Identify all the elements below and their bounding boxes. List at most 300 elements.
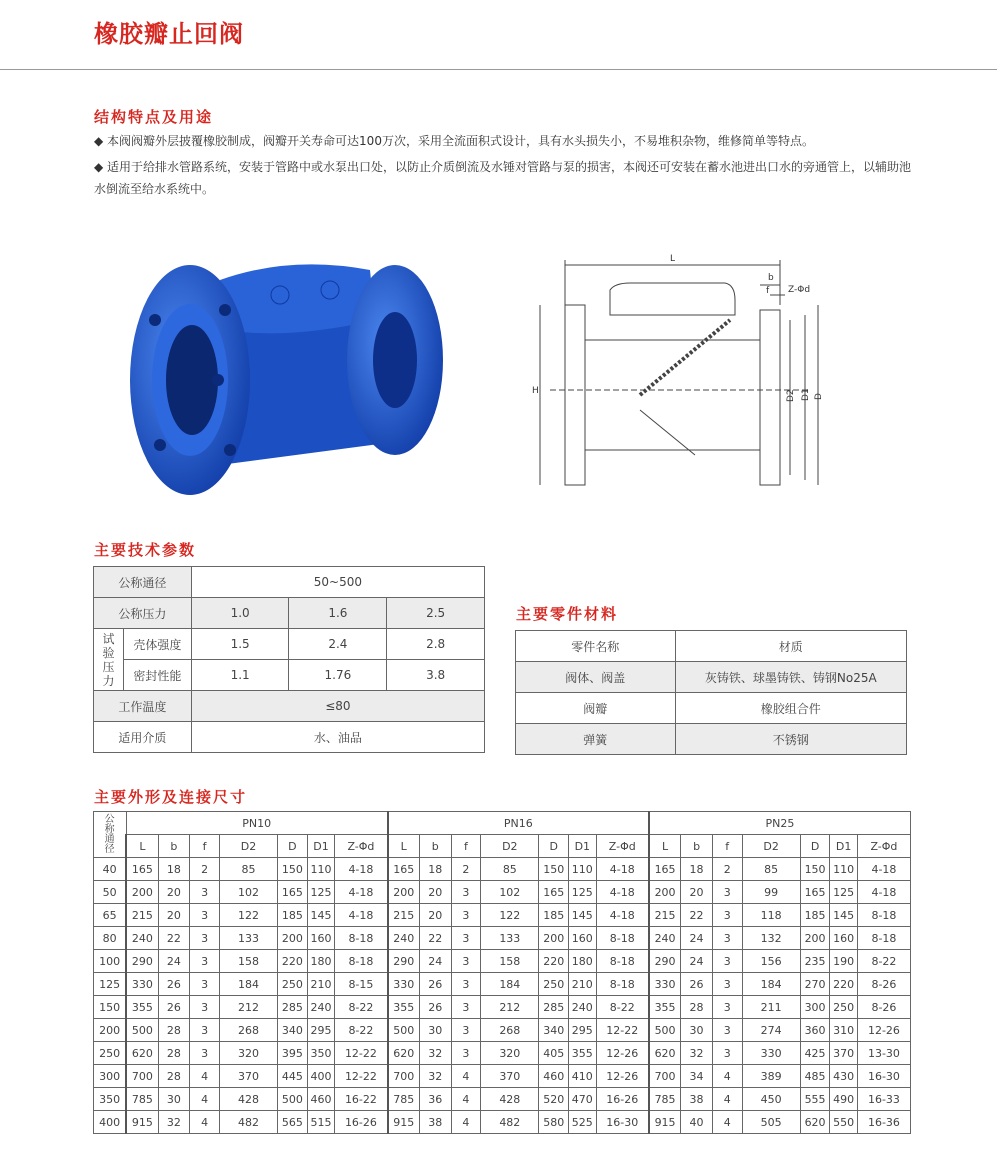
dim-cell: 580 — [539, 1111, 569, 1134]
dim-cell: 38 — [681, 1088, 713, 1111]
dn-cell: 65 — [94, 904, 127, 927]
dim-cell: 24 — [681, 950, 713, 973]
dim-cell: 8-22 — [596, 996, 649, 1019]
dims-col-header: L — [649, 835, 681, 858]
dim-cell: 482 — [481, 1111, 539, 1134]
dim-cell: 240 — [126, 927, 158, 950]
dims-col-header: L — [388, 835, 420, 858]
table-row — [94, 1042, 911, 1065]
dim-cell: 295 — [569, 1019, 597, 1042]
dim-cell: 270 — [800, 973, 830, 996]
table-row — [94, 950, 911, 973]
dim-cell: 26 — [419, 973, 451, 996]
tech-heading: 主要技术参数 — [94, 541, 197, 559]
dim-cell: 32 — [419, 1042, 451, 1065]
part-material: 不锈钢 — [675, 724, 906, 755]
dim-cell: 12-22 — [335, 1042, 388, 1065]
table-row — [94, 973, 911, 996]
dim-cell: 20 — [419, 904, 451, 927]
dim-cell: 4 — [712, 1065, 742, 1088]
dim-cell: 38 — [419, 1111, 451, 1134]
dim-cell: 13-30 — [857, 1042, 910, 1065]
dim-cell: 160 — [830, 927, 858, 950]
dims-col-header: f — [190, 835, 220, 858]
dim-cell: 340 — [278, 1019, 308, 1042]
dim-cell: 8-26 — [857, 996, 910, 1019]
dim-cell: 235 — [800, 950, 830, 973]
dim-cell: 295 — [307, 1019, 335, 1042]
dim-cell: 16-22 — [335, 1088, 388, 1111]
dim-cell: 24 — [681, 927, 713, 950]
dim-cell: 3 — [712, 1042, 742, 1065]
dim-cell: 212 — [481, 996, 539, 1019]
valve-section-drawing — [520, 245, 840, 495]
dim-cell: 165 — [388, 858, 420, 881]
parts-table — [515, 630, 907, 755]
dim-cell: 22 — [681, 904, 713, 927]
dim-cell: 8-22 — [857, 950, 910, 973]
dim-cell: 4 — [190, 1088, 220, 1111]
dim-cell: 22 — [419, 927, 451, 950]
dim-cell: 20 — [681, 881, 713, 904]
part-name: 阀体、阀盖 — [516, 662, 676, 693]
valve-product-image — [130, 240, 450, 510]
dim-cell: 4-18 — [335, 858, 388, 881]
dim-cell: 8-18 — [857, 904, 910, 927]
dim-cell: 28 — [158, 1019, 190, 1042]
shell-label: 壳体强度 — [123, 629, 191, 660]
dim-cell: 490 — [830, 1088, 858, 1111]
dim-cell: 3 — [190, 996, 220, 1019]
dim-cell: 470 — [569, 1088, 597, 1111]
dn-cell: 80 — [94, 927, 127, 950]
group-pn25: PN25 — [649, 812, 911, 835]
dim-cell: 4-18 — [596, 904, 649, 927]
dims-col-header: b — [681, 835, 713, 858]
dims-col-header: D1 — [830, 835, 858, 858]
part-name: 阀瓣 — [516, 693, 676, 724]
dim-cell: 200 — [126, 881, 158, 904]
dim-cell: 290 — [388, 950, 420, 973]
dn-cell: 250 — [94, 1042, 127, 1065]
dim-cell: 132 — [742, 927, 800, 950]
dim-cell: 158 — [219, 950, 277, 973]
dim-cell: 40 — [681, 1111, 713, 1134]
pressure-value: 1.0 — [191, 598, 289, 629]
pressure-label: 公称压力 — [94, 598, 192, 629]
dim-cell: 190 — [830, 950, 858, 973]
dim-cell: 215 — [126, 904, 158, 927]
dim-cell: 122 — [219, 904, 277, 927]
dim-cell: 12-22 — [335, 1065, 388, 1088]
table-row — [94, 927, 911, 950]
temp-label: 工作温度 — [94, 691, 192, 722]
dim-cell: 355 — [126, 996, 158, 1019]
dim-cell: 250 — [278, 973, 308, 996]
dim-cell: 3 — [451, 950, 481, 973]
nominal-dia-label: 公称通径 — [94, 567, 192, 598]
dim-cell: 4 — [451, 1088, 481, 1111]
dn-cell: 100 — [94, 950, 127, 973]
features-bullet-1: ◆ 本阀阀瓣外层披覆橡胶制成，阀瓣开关寿命可达100万次，采用全流面积式设计，具有水头损失小，不易堆积杂物，维修简单等特点。 — [94, 134, 814, 148]
dim-cell: 30 — [681, 1019, 713, 1042]
dims-col-header: D — [539, 835, 569, 858]
dim-cell: 515 — [307, 1111, 335, 1134]
dim-cell: 290 — [126, 950, 158, 973]
dim-cell: 320 — [481, 1042, 539, 1065]
dim-cell: 156 — [742, 950, 800, 973]
dim-cell: 102 — [219, 881, 277, 904]
dim-cell: 12-26 — [596, 1065, 649, 1088]
dim-cell: 330 — [649, 973, 681, 996]
dim-cell: 8-18 — [857, 927, 910, 950]
dim-cell: 8-15 — [335, 973, 388, 996]
seal-label: 密封性能 — [123, 660, 191, 691]
dim-cell: 102 — [481, 881, 539, 904]
dim-cell: 3 — [451, 973, 481, 996]
dim-cell: 370 — [481, 1065, 539, 1088]
dim-cell: 26 — [158, 973, 190, 996]
dn-cell: 400 — [94, 1111, 127, 1134]
dim-cell: 110 — [569, 858, 597, 881]
dim-cell: 240 — [388, 927, 420, 950]
dim-cell: 145 — [569, 904, 597, 927]
nominal-dia-value: 50~500 — [191, 567, 484, 598]
dims-col-header: Z-Φd — [857, 835, 910, 858]
table-row — [94, 996, 911, 1019]
dim-cell: 8-22 — [335, 1019, 388, 1042]
dn-cell: 200 — [94, 1019, 127, 1042]
dims-col-header: D1 — [569, 835, 597, 858]
table-row — [94, 1065, 911, 1088]
dim-cell: 4 — [712, 1088, 742, 1111]
dim-cell: 285 — [539, 996, 569, 1019]
dim-cell: 184 — [219, 973, 277, 996]
part-material: 橡胶组合件 — [675, 693, 906, 724]
dim-cell: 145 — [830, 904, 858, 927]
dims-heading: 主要外形及连接尺寸 — [94, 788, 248, 806]
dim-cell: 3 — [712, 904, 742, 927]
dim-cell: 3 — [190, 1042, 220, 1065]
dim-cell: 180 — [569, 950, 597, 973]
dim-cell: 4 — [190, 1065, 220, 1088]
dim-cell: 785 — [126, 1088, 158, 1111]
dim-cell: 99 — [742, 881, 800, 904]
dim-cell: 4 — [712, 1111, 742, 1134]
dim-cell: 915 — [649, 1111, 681, 1134]
dims-col-header: D2 — [219, 835, 277, 858]
dim-cell: 355 — [388, 996, 420, 1019]
dim-cell: 485 — [800, 1065, 830, 1088]
dim-cell: 700 — [649, 1065, 681, 1088]
dim-cell: 550 — [830, 1111, 858, 1134]
dim-cell: 24 — [158, 950, 190, 973]
dim-cell: 268 — [219, 1019, 277, 1042]
temp-value: ≤80 — [191, 691, 484, 722]
dim-cell: 500 — [126, 1019, 158, 1042]
dim-cell: 425 — [800, 1042, 830, 1065]
dim-cell: 20 — [158, 904, 190, 927]
dims-table — [93, 811, 911, 1134]
dim-cell: 310 — [830, 1019, 858, 1042]
dim-cell: 165 — [800, 881, 830, 904]
dim-cell: 250 — [539, 973, 569, 996]
dim-cell: 16-30 — [596, 1111, 649, 1134]
dim-cell: 3 — [190, 904, 220, 927]
dims-col-header: D — [278, 835, 308, 858]
dim-cell: 150 — [278, 858, 308, 881]
dim-cell: 389 — [742, 1065, 800, 1088]
dn-cell: 300 — [94, 1065, 127, 1088]
dims-col-header: Z-Φd — [596, 835, 649, 858]
dim-cell: 274 — [742, 1019, 800, 1042]
dim-cell: 18 — [158, 858, 190, 881]
dim-cell: 505 — [742, 1111, 800, 1134]
drawing-label-D: D — [814, 393, 824, 400]
dim-cell: 4-18 — [857, 881, 910, 904]
dim-cell: 8-26 — [857, 973, 910, 996]
dim-cell: 4 — [190, 1111, 220, 1134]
drawing-label-D2: D2 — [786, 389, 796, 402]
dim-cell: 428 — [219, 1088, 277, 1111]
drawing-label-H: H — [532, 386, 539, 396]
dim-cell: 460 — [307, 1088, 335, 1111]
dim-cell: 210 — [569, 973, 597, 996]
header-divider — [0, 69, 997, 70]
dim-cell: 160 — [569, 927, 597, 950]
dim-cell: 500 — [278, 1088, 308, 1111]
dim-cell: 125 — [830, 881, 858, 904]
dim-cell: 211 — [742, 996, 800, 1019]
dim-cell: 24 — [419, 950, 451, 973]
dim-cell: 28 — [158, 1065, 190, 1088]
dim-cell: 110 — [307, 858, 335, 881]
table-row — [94, 904, 911, 927]
dim-cell: 482 — [219, 1111, 277, 1134]
seal-value: 1.76 — [289, 660, 387, 691]
dim-cell: 12-22 — [596, 1019, 649, 1042]
dim-cell: 4-18 — [596, 881, 649, 904]
shell-value: 1.5 — [191, 629, 289, 660]
dim-cell: 3 — [190, 1019, 220, 1042]
dim-cell: 26 — [681, 973, 713, 996]
dim-cell: 525 — [569, 1111, 597, 1134]
dim-cell: 330 — [742, 1042, 800, 1065]
dim-cell: 785 — [649, 1088, 681, 1111]
features-bullet-2: ◆ 适用于给排水管路系统，安装于管路中或水泵出口处，以防止介质倒流及水锤对管路与泵的损害，本阀还可安装在蓄水池进出口水的旁通管上，以辅助池水倒流至给水系统中。 — [94, 160, 912, 196]
group-pn16: PN16 — [388, 812, 649, 835]
tech-table — [93, 566, 485, 753]
dim-cell: 184 — [742, 973, 800, 996]
dim-cell: 340 — [539, 1019, 569, 1042]
dims-col-header: D2 — [742, 835, 800, 858]
dim-cell: 285 — [278, 996, 308, 1019]
dim-cell: 3 — [451, 1019, 481, 1042]
dim-cell: 8-18 — [335, 927, 388, 950]
dim-cell: 150 — [539, 858, 569, 881]
dim-cell: 28 — [681, 996, 713, 1019]
seal-value: 3.8 — [387, 660, 485, 691]
dim-cell: 250 — [830, 996, 858, 1019]
dims-col-header: D2 — [481, 835, 539, 858]
dim-cell: 180 — [307, 950, 335, 973]
drawing-label-L: L — [670, 254, 676, 264]
dim-cell: 85 — [742, 858, 800, 881]
dim-cell: 460 — [539, 1065, 569, 1088]
dim-cell: 16-36 — [857, 1111, 910, 1134]
dims-col-header: f — [451, 835, 481, 858]
dim-cell: 85 — [481, 858, 539, 881]
dn-cell: 150 — [94, 996, 127, 1019]
dim-cell: 3 — [190, 973, 220, 996]
pressure-value: 2.5 — [387, 598, 485, 629]
dim-cell: 3 — [712, 950, 742, 973]
table-row — [94, 858, 911, 881]
dims-col-header: b — [158, 835, 190, 858]
dims-col-header: Z-Φd — [335, 835, 388, 858]
dim-cell: 450 — [742, 1088, 800, 1111]
dim-cell: 3 — [712, 1019, 742, 1042]
dim-cell: 355 — [569, 1042, 597, 1065]
dn-cell: 50 — [94, 881, 127, 904]
drawing-label-D1: D1 — [801, 388, 811, 401]
dim-cell: 240 — [307, 996, 335, 1019]
dim-cell: 215 — [649, 904, 681, 927]
dim-cell: 30 — [158, 1088, 190, 1111]
dim-cell: 18 — [419, 858, 451, 881]
dim-cell: 20 — [158, 881, 190, 904]
dim-cell: 355 — [649, 996, 681, 1019]
dim-cell: 700 — [388, 1065, 420, 1088]
part-name: 弹簧 — [516, 724, 676, 755]
dim-cell: 22 — [158, 927, 190, 950]
dim-cell: 30 — [419, 1019, 451, 1042]
dim-cell: 300 — [800, 996, 830, 1019]
dim-cell: 915 — [388, 1111, 420, 1134]
dim-cell: 3 — [451, 996, 481, 1019]
dim-cell: 26 — [419, 996, 451, 1019]
dims-col-header: f — [712, 835, 742, 858]
dim-cell: 16-30 — [857, 1065, 910, 1088]
dim-cell: 3 — [451, 927, 481, 950]
dim-cell: 122 — [481, 904, 539, 927]
dim-cell: 405 — [539, 1042, 569, 1065]
dim-cell: 500 — [649, 1019, 681, 1042]
dim-cell: 330 — [126, 973, 158, 996]
dim-cell: 165 — [126, 858, 158, 881]
dim-cell: 395 — [278, 1042, 308, 1065]
dim-cell: 428 — [481, 1088, 539, 1111]
dim-cell: 565 — [278, 1111, 308, 1134]
dim-cell: 36 — [419, 1088, 451, 1111]
drawing-label-holes: Z-Φd — [788, 285, 811, 295]
drawing-label-f: f — [766, 286, 770, 296]
dim-cell: 3 — [451, 1042, 481, 1065]
dim-cell: 3 — [712, 927, 742, 950]
dim-cell: 185 — [278, 904, 308, 927]
dim-cell: 620 — [800, 1111, 830, 1134]
dim-cell: 4-18 — [596, 858, 649, 881]
seal-value: 1.1 — [191, 660, 289, 691]
dim-cell: 212 — [219, 996, 277, 1019]
dim-cell: 133 — [219, 927, 277, 950]
dim-cell: 210 — [307, 973, 335, 996]
parts-header-material: 材质 — [675, 631, 906, 662]
dim-cell: 4-18 — [335, 904, 388, 927]
pressure-value: 1.6 — [289, 598, 387, 629]
dim-cell: 118 — [742, 904, 800, 927]
dim-cell: 200 — [388, 881, 420, 904]
dim-cell: 220 — [539, 950, 569, 973]
dim-cell: 200 — [800, 927, 830, 950]
dim-cell: 8-18 — [596, 950, 649, 973]
dim-cell: 3 — [451, 904, 481, 927]
dim-cell: 110 — [830, 858, 858, 881]
dim-cell: 165 — [278, 881, 308, 904]
dim-cell: 32 — [681, 1042, 713, 1065]
dim-cell: 165 — [539, 881, 569, 904]
dim-cell: 133 — [481, 927, 539, 950]
dn-cell: 125 — [94, 973, 127, 996]
dim-cell: 8-18 — [596, 927, 649, 950]
page-title: 橡胶瓣止回阀 — [94, 20, 244, 48]
dim-cell: 16-26 — [596, 1088, 649, 1111]
dim-cell: 330 — [388, 973, 420, 996]
dim-cell: 3 — [451, 881, 481, 904]
dim-cell: 125 — [569, 881, 597, 904]
dims-col-header: L — [126, 835, 158, 858]
parts-header-name: 零件名称 — [516, 631, 676, 662]
dn-cell: 350 — [94, 1088, 127, 1111]
dim-cell: 3 — [190, 881, 220, 904]
shell-value: 2.4 — [289, 629, 387, 660]
dim-cell: 28 — [158, 1042, 190, 1065]
dim-cell: 785 — [388, 1088, 420, 1111]
dim-cell: 430 — [830, 1065, 858, 1088]
table-row — [94, 1088, 911, 1111]
dim-cell: 3 — [712, 973, 742, 996]
dim-cell: 20 — [419, 881, 451, 904]
dim-cell: 12-26 — [857, 1019, 910, 1042]
dim-cell: 185 — [539, 904, 569, 927]
dim-cell: 445 — [278, 1065, 308, 1088]
features-heading: 结构特点及用途 — [94, 108, 214, 126]
test-pressure-label: 试验压力 — [94, 629, 124, 691]
part-material: 灰铸铁、球墨铸铁、铸钢No25A — [675, 662, 906, 693]
dim-cell: 620 — [126, 1042, 158, 1065]
dim-cell: 215 — [388, 904, 420, 927]
dim-cell: 34 — [681, 1065, 713, 1088]
dn-header: 公称通径 — [94, 812, 127, 858]
group-pn10: PN10 — [126, 812, 387, 835]
dims-col-header: D — [800, 835, 830, 858]
dim-cell: 2 — [190, 858, 220, 881]
dim-cell: 268 — [481, 1019, 539, 1042]
dim-cell: 500 — [388, 1019, 420, 1042]
dim-cell: 620 — [388, 1042, 420, 1065]
dim-cell: 145 — [307, 904, 335, 927]
dim-cell: 12-26 — [596, 1042, 649, 1065]
dim-cell: 200 — [278, 927, 308, 950]
dim-cell: 220 — [830, 973, 858, 996]
dim-cell: 320 — [219, 1042, 277, 1065]
dim-cell: 370 — [219, 1065, 277, 1088]
dim-cell: 165 — [649, 858, 681, 881]
dim-cell: 240 — [649, 927, 681, 950]
dim-cell: 150 — [800, 858, 830, 881]
dim-cell: 85 — [219, 858, 277, 881]
dim-cell: 125 — [307, 881, 335, 904]
